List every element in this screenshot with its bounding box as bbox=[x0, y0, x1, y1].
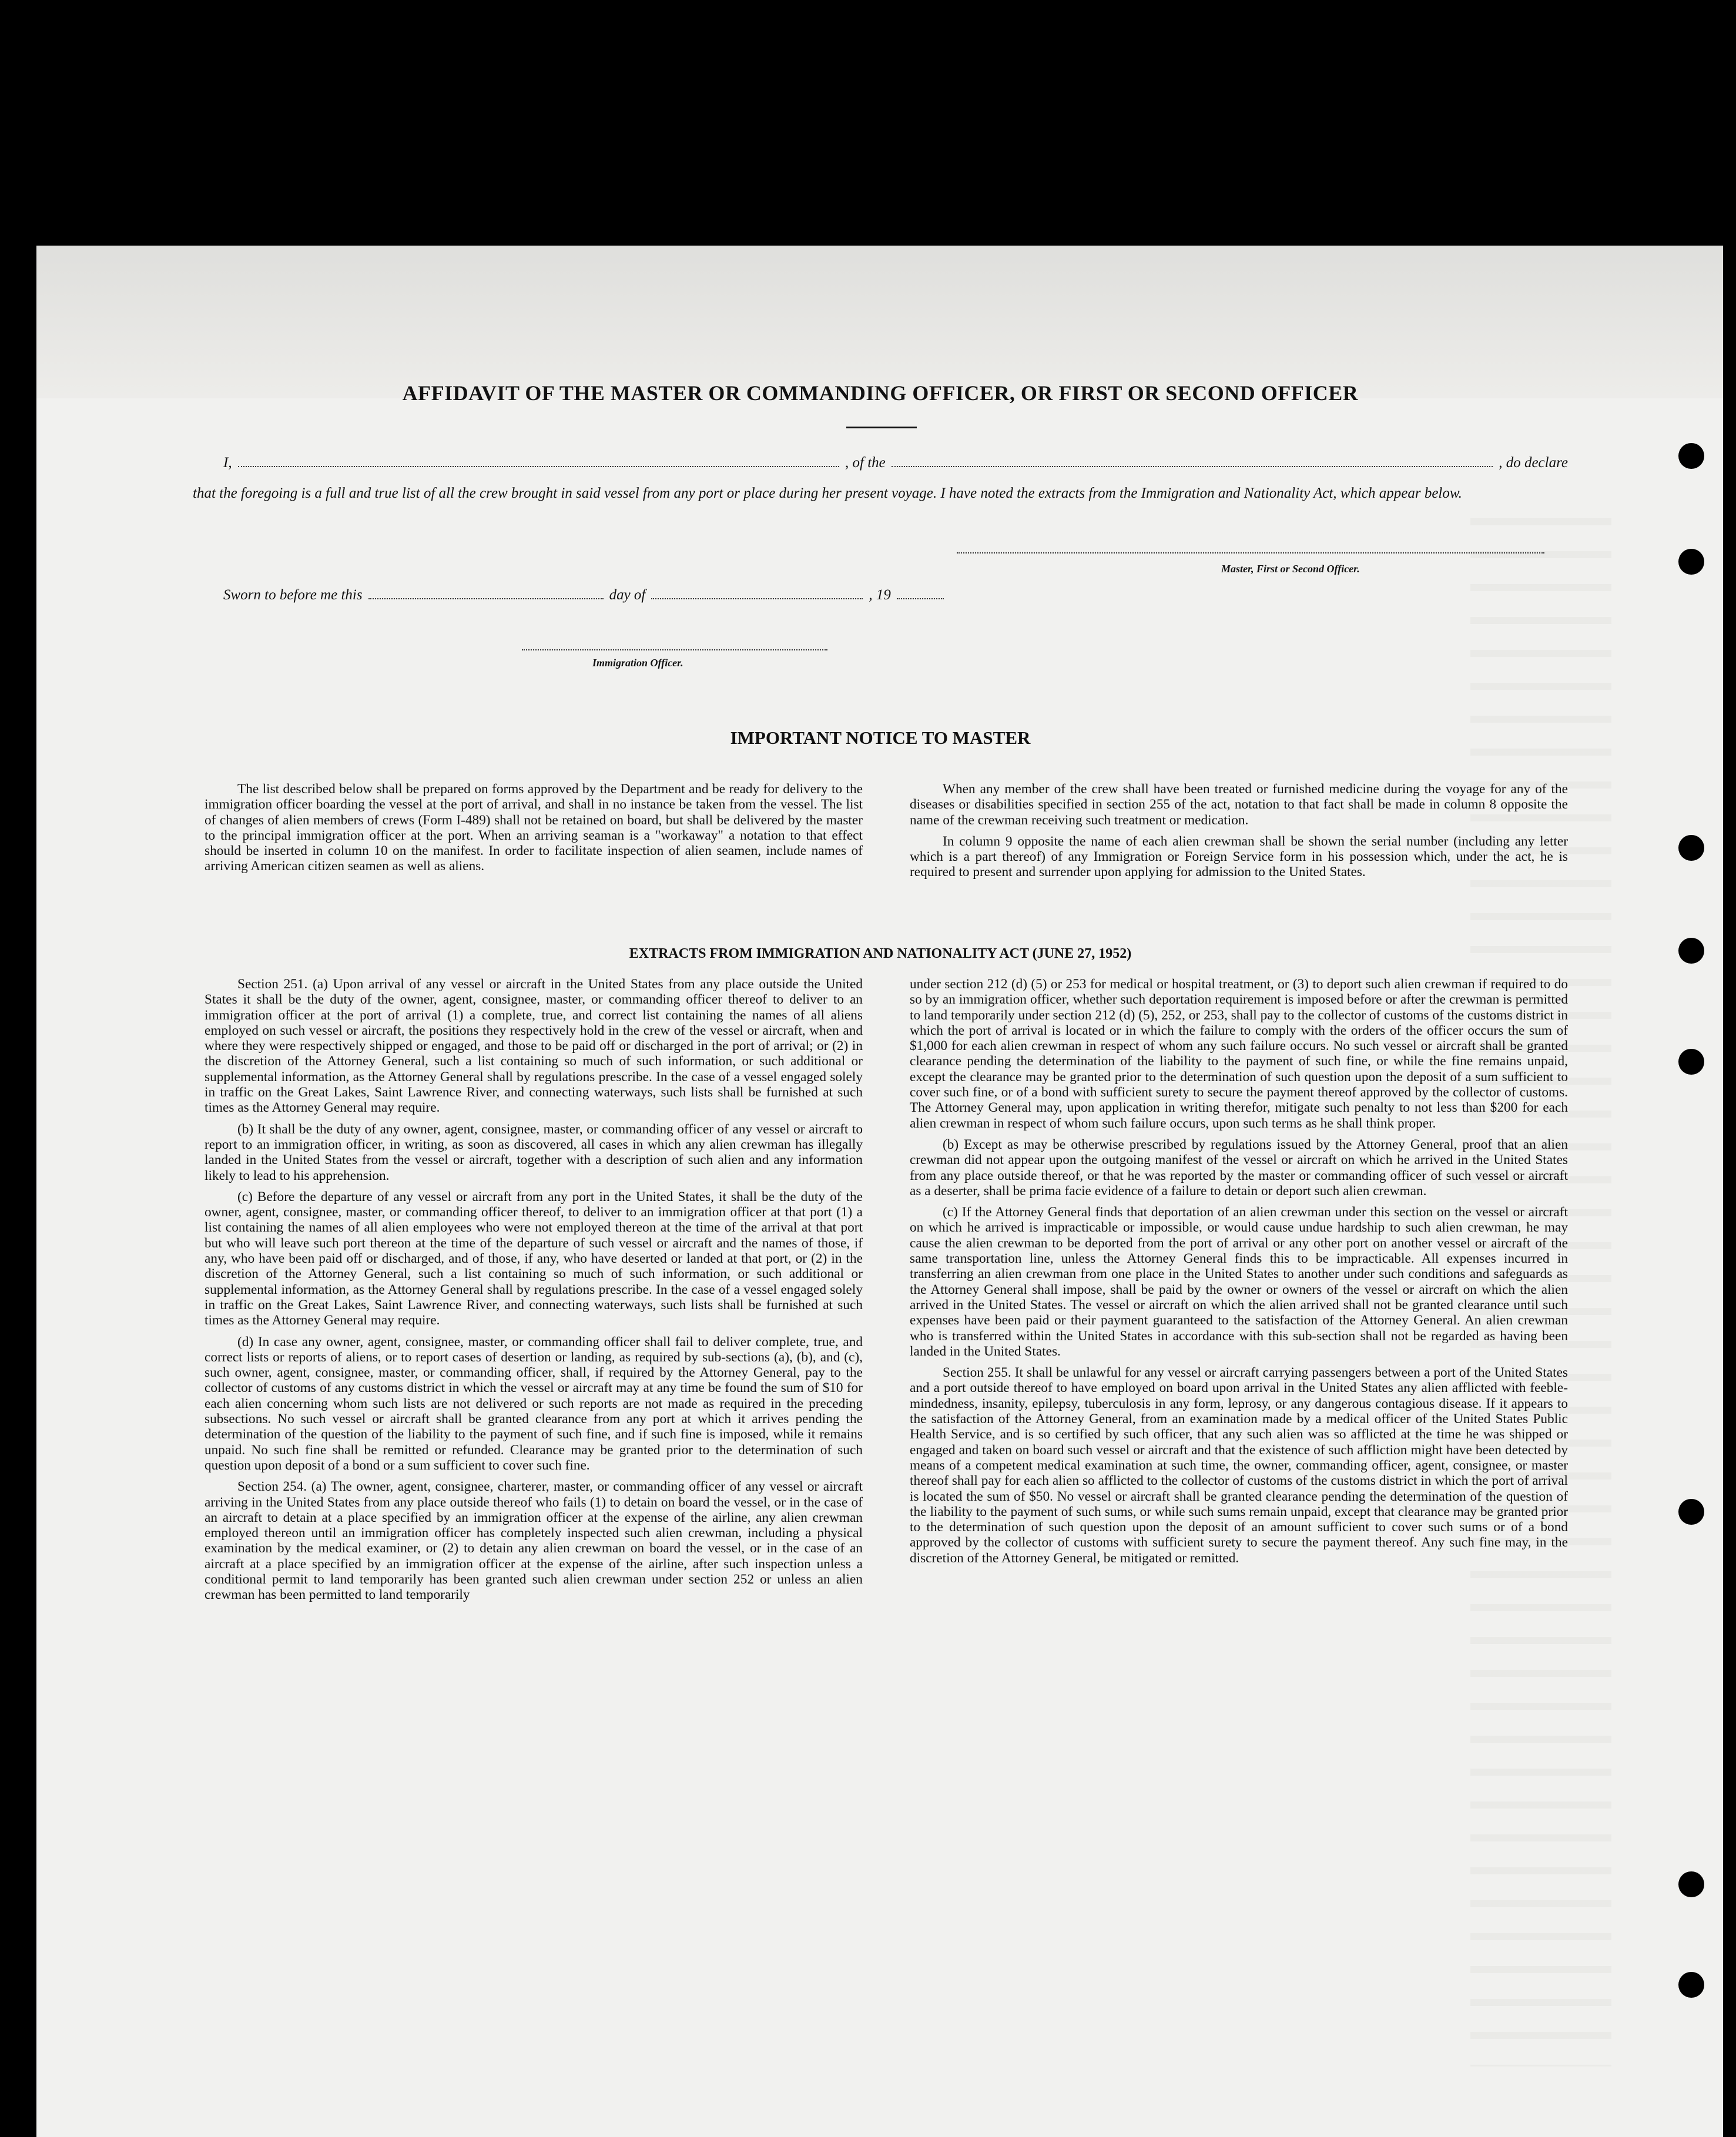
extract-paragraph: (d) In case any owner, agent, consignee, master, or commanding officer shall fail to deliver complete, true, and correct lists or reports of aliens, or to report cases of desertion or landing, as required by sub-sections (a), (b), and (c), such owner, agent, consignee, master, or commanding officer, shall, if required by the Attorney General, pay to the collector of customs of any customs district in which the vessel or aircraft may at any time be found the sum of $10 for each alien concerning whom such lists are not delivered or such reports are not made as required in the preceding subsections. No such vessel or aircraft shall be granted clearance from any port at which it arrives pending the determination of the question of the liability to the payment of such fine, and if such fine is imposed, while it remains unpaid. No such fine shall be remitted or refunded. Clearance may be granted prior to the determination of such question upon deposit of a bond or a sum sufficient to cover such fine. bbox=[205, 1334, 863, 1473]
extracts-right-column bbox=[910, 977, 1568, 1609]
notice-left-column bbox=[205, 781, 863, 886]
vessel-label: , of the bbox=[845, 455, 886, 471]
notice-paragraph: When any member of the crew shall have been treated or furnished medicine during the voyage for any of the diseases or disabilities specified in section 255 of the act, notation to that fact shall be made in column 8 opposite the name of the crewman receiving such treatment or medication. bbox=[910, 781, 1568, 828]
master-signature-label: Master, First or Second Officer. bbox=[1221, 563, 1360, 575]
notice-paragraph: In column 9 opposite the name of each alien crewman shall be shown the serial number (including any letter which is a part thereof) of any Immigration or Foreign Service form in his possession which, under the act, he is required to present and surrender upon applying for admission to the United States. bbox=[910, 833, 1568, 880]
extract-paragraph: (b) It shall be the duty of any owner, agent, consignee, master, or commanding officer of any vessel or aircraft to report to an immigration officer, in writing, as soon as discovered, all cases in which any alien crewman has illegally landed in the United States from the vessel or aircraft, together with a description of such alien and any information likely to lead to his apprehension. bbox=[205, 1121, 863, 1183]
notice-title: IMPORTANT NOTICE TO MASTER bbox=[730, 727, 1031, 748]
declarant-name-field[interactable] bbox=[238, 454, 839, 467]
binder-hole bbox=[1678, 443, 1704, 469]
affidavit-title: AFFIDAVIT OF THE MASTER OR COMMANDING OFFICER, OR FIRST OR SECOND OFFICER bbox=[402, 381, 1359, 405]
sworn-year-field[interactable] bbox=[897, 586, 944, 599]
document-page bbox=[36, 246, 1723, 2137]
extract-paragraph: Section 255. It shall be unlawful for any vessel or aircraft carrying passengers between a port of the United States and a port outside thereof to have employed on board upon arrival in the United States any alien afflicted with feeble-mindedness, insanity, epilepsy, tuberculosis in any form, leprosy, or any dangerous contagious disease. If it appears to the satisfaction of the Attorney General, from an examination made by a medical officer of the United States Public Health Service, and is so certified by such officer, that any such alien was so afflicted at the time he was shipped or engaged and taken on board such vessel or aircraft and that the existence of such affliction might have been detected by means of a competent medical examination at such time, the owner, commanding officer, agent, consignee, or master thereof shall pay for each alien so afflicted to the collector of customs of the customs district in which the port of arrival is located the sum of $50. No vessel or aircraft shall be granted clearance pending the determination of the question of the liability to the payment of such sums, or while such sums remain unpaid, except that clearance may be granted prior to the determination of such question upon the deposit of an amount sufficient to cover such sums or of a bond approved by the collector of customs with sufficient surety to secure the payment thereof. Any such fine may, in the discretion of the Attorney General, be mitigated or remitted. bbox=[910, 1365, 1568, 1566]
sworn-month-field[interactable] bbox=[651, 586, 863, 599]
binder-hole bbox=[1678, 1972, 1704, 1998]
affidavit-text bbox=[193, 450, 1568, 506]
extract-paragraph: Section 254. (a) The owner, agent, consignee, charterer, master, or commanding officer of any vessel or aircraft arriving in the United States from any place outside thereof who fails (1) to detain on board the vessel, or in the case of an aircraft to detain at a place specified by an immigration officer at the expense of the airline, any alien crewman employed thereon until an immigration officer has completely inspected such alien crewman, including a physical examination by the medical examiner, or (2) to detain any alien crewman on board the vessel, or in the case of an aircraft at a place specified by an immigration officer at the expense of the airline, after such inspection unless a conditional permit to land temporarily has been granted such alien crewman under section 252 or unless an alien crewman has been permitted to land temporarily bbox=[205, 1479, 863, 1603]
sworn-line bbox=[223, 586, 976, 603]
master-signature-line[interactable] bbox=[957, 551, 1544, 553]
notice-paragraph: The list described below shall be prepared on forms approved by the Department and be ready for delivery to the immigration officer boarding the vessel at the port of arrival, and shall in no instance be taken from the vessel. The list of changes of alien members of crews (Form I-489) shall not be retained on board, but shall be delivered by the master to the principal immigration officer at the port. When an arriving seaman is a "workaway" a notation to that effect should be inserted in column 10 on the manifest. In order to facilitate inspection of alien seamen, include names of arriving American citizen seamen as well as aliens. bbox=[205, 781, 863, 874]
extract-paragraph: (c) Before the departure of any vessel or aircraft from any port in the United States, it shall be the duty of the owner, agent, consignee, master, or commanding officer thereof, to deliver to an immigration officer at that port (1) a list containing the names of all alien employees who were not employed thereon at the time of the arrival at that port but who will leave such port thereon at the time of the departure of such vessel or aircraft and the names of those, if any, who have been paid off or discharged, and of those, if any, who have deserted or landed at that port, or (2) in the discretion of the Attorney General, such a list containing so much of such information, or such additional or supplemental information, as the Attorney General shall by regulations prescribe. In the case of a vessel engaged solely in traffic on the Great Lakes, Saint Lawrence River, and connecting waterways, such lists shall be furnished at such times as the Attorney General may require. bbox=[205, 1189, 863, 1329]
declarant-label: I, bbox=[223, 455, 232, 471]
declaration-statement: that the foregoing is a full and true list of all the crew brought in said vessel from any port or place during her present voyage. I have noted the extracts from the Immigration and Nationality Act, which appear below. bbox=[193, 485, 1462, 501]
extract-paragraph: under section 212 (d) (5) or 253 for medical or hospital treatment, or (3) to deport such alien crewman if required to do so by an immigration officer, whether such deportation requirement is imposed before or after the crewman is permitted to land temporarily under section 212 (d) (5), 252, or 253, shall pay to the collector of customs of the customs district in which the port of arrival is located or in which the failure to comply with the orders of the officer occurs the sum of $1,000 for each alien crewman in respect of whom any such failure occurs. No such vessel or aircraft shall be granted clearance pending the determination of the liability to the payment of such fine, or while the fine remains unpaid, except the clearance may be granted prior to the determination of such question upon the deposit of a sum sufficient to cover such fine, or of a bond with sufficient surety to secure the payment thereof approved by the collector of customs. The Attorney General may, upon application in writing therefor, mitigate such penalty to not less than $200 for each alien crewman in respect of whom such failure occurs, upon such terms as he shall think proper. bbox=[910, 977, 1568, 1131]
declaration-line bbox=[193, 450, 1568, 476]
extract-paragraph: (b) Except as may be otherwise prescribed by regulations issued by the Attorney General, proof that an alien crewman did not appear upon the outgoing manifest of the vessel or aircraft on which he arrived in the United States from any place outside thereof, or that he was reported by the master or commanding officer of such vessel or aircraft as a deserter, shall be prima facie evidence of a failure to detain or deport such alien crewman. bbox=[910, 1136, 1568, 1199]
sworn-date-field[interactable] bbox=[368, 586, 604, 599]
extracts-columns bbox=[205, 977, 1568, 1609]
title-rule bbox=[846, 427, 917, 428]
binder-hole bbox=[1678, 549, 1704, 575]
binder-hole bbox=[1678, 1049, 1704, 1075]
declare-label: , do declare bbox=[1499, 455, 1568, 471]
extract-paragraph: (c) If the Attorney General finds that deportation of an alien crewman under this section on the vessel or aircraft on which he arrived is impracticable or impossible, or would cause undue hardship to such alien crewman, he may cause the alien crewman to be deported from the port of arrival or any other port on another vessel or aircraft of the same transportation line, unless the Attorney General finds this to be impracticable. All expenses incurred in transferring an alien crewman from one place in the United States to another under such conditions and safeguards as the Attorney General shall impose, shall be paid by the owner or owners of the vessel or aircraft on which the alien arrived in the United States. The vessel or aircraft on which the alien arrived shall not be granted clearance until such expenses have been paid or their payment guaranteed to the satisfaction of the Attorney General. An alien crewman who is transferred within the United States in accordance with this sub-section shall not be regarded as having been landed in the United States. bbox=[910, 1205, 1568, 1359]
extract-paragraph: Section 251. (a) Upon arrival of any vessel or aircraft in the United States from any place outside the United States it shall be the duty of the owner, agent, consignee, master, or commanding officer thereof to deliver to an immigration officer at the port of arrival (1) a complete, true, and correct list containing the names of all aliens employed on such vessel or aircraft, the positions they respectively hold in the crew of the vessel or aircraft, when and where they were respectively shipped or engaged, and those to be paid off or discharged in the port of arrival; or (2) in the discretion of the Attorney General, such a list containing so much of such information, or such additional or supplemental information, as the Attorney General shall by regulations prescribe. In the case of a vessel engaged solely in traffic on the Great Lakes, Saint Lawrence River, and connecting waterways, such lists shall be furnished at such times as the Attorney General may require. bbox=[205, 977, 863, 1116]
day-of-label: day of bbox=[609, 587, 646, 603]
extracts-left-column bbox=[205, 977, 863, 1609]
binder-hole bbox=[1678, 1499, 1704, 1525]
year-label: , 19 bbox=[869, 587, 891, 603]
officer-signature-label: Immigration Officer. bbox=[592, 657, 683, 669]
binder-hole bbox=[1678, 1871, 1704, 1897]
sworn-label: Sworn to before me this bbox=[223, 587, 363, 603]
officer-signature-line[interactable] bbox=[522, 648, 827, 650]
binder-hole bbox=[1678, 938, 1704, 964]
notice-right-column bbox=[910, 781, 1568, 886]
notice-columns bbox=[205, 781, 1568, 886]
form-content bbox=[193, 246, 1568, 2137]
vessel-name-field[interactable] bbox=[892, 454, 1493, 467]
extracts-title: EXTRACTS FROM IMMIGRATION AND NATIONALITY ACT (JUNE 27, 1952) bbox=[629, 946, 1132, 961]
binder-hole bbox=[1678, 835, 1704, 861]
